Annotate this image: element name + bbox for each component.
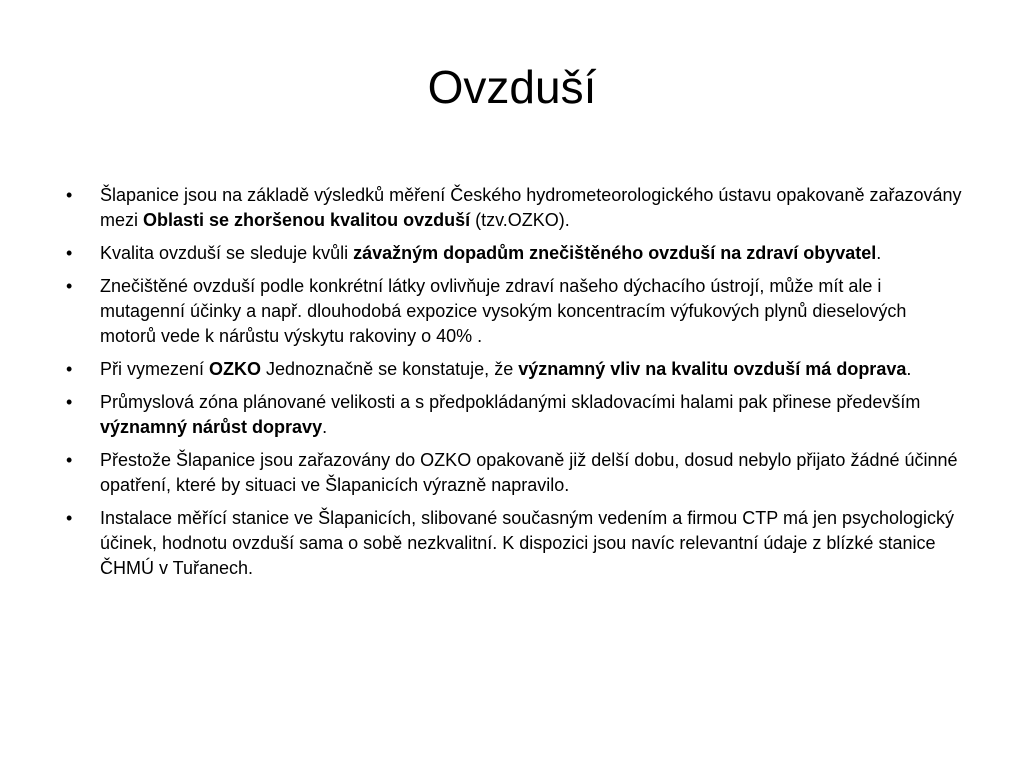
bullet-item bbox=[66, 357, 966, 382]
bullet-text bbox=[100, 276, 906, 346]
bullet-dot-icon: • bbox=[66, 243, 73, 263]
bullet-bold-run: významný vliv na kvalitu ovzduší má doprava bbox=[518, 359, 907, 379]
bullet-item bbox=[66, 183, 966, 233]
bullet-item bbox=[66, 390, 966, 440]
bullet-run: (tzv.OZKO). bbox=[470, 210, 570, 230]
bullet-item bbox=[66, 274, 966, 349]
bullet-run: . bbox=[322, 417, 328, 437]
bullet-run: Přestože Šlapanice jsou zařazovány do OZKO opakovaně již delší dobu, dosud nebylo přijato žádné účinné opatření, které by situaci ve Šlapanicích výrazně napravilo. bbox=[100, 450, 958, 495]
bullet-list bbox=[66, 183, 966, 589]
bullet-run: Kvalita ovzduší se sleduje kvůli bbox=[100, 243, 354, 263]
bullet-dot-icon: • bbox=[66, 359, 73, 379]
bullet-run: Znečištěné ovzduší podle konkrétní látky ovlivňuje zdraví našeho dýchacího ústrojí, může mít ale i mutagenní účinky a např. dlouhodobá expozice vysokým koncentracím výfukových plynů dieselových motorů vede k nárůstu výskytu rakoviny o 40% . bbox=[100, 276, 907, 346]
bullet-run: Instalace měřící stanice ve Šlapanicích, slibované současným vedením a firmou CTP má jen psychologický účinek, hodnotu ovzduší sama o sobě nezkvalitní. K dispozici jsou navíc relevantní údaje z blízké stanice ČHMÚ v Tuřanech. bbox=[100, 508, 955, 578]
bullet-bold-run: OZKO bbox=[209, 359, 262, 379]
bullet-run: Jednoznačně se konstatuje, že bbox=[261, 359, 519, 379]
bullet-text bbox=[100, 243, 881, 263]
bullet-item bbox=[66, 506, 966, 581]
bullet-text bbox=[100, 508, 954, 578]
bullet-item bbox=[66, 241, 966, 266]
bullet-text bbox=[100, 185, 962, 230]
bullet-run: Šlapanice jsou na základě výsledků měření Českého hydrometeorologického ústavu opakovaně zařazovány mezi bbox=[100, 185, 962, 230]
bullet-dot-icon: • bbox=[66, 392, 73, 412]
bullet-text bbox=[100, 392, 920, 437]
bullet-bold-run: významný nárůst dopravy bbox=[100, 417, 323, 437]
bullet-dot-icon: • bbox=[66, 276, 73, 296]
bullet-bold-run: závažným dopadům znečištěného ovzduší na zdraví obyvatel bbox=[353, 243, 877, 263]
bullet-dot-icon: • bbox=[66, 450, 73, 470]
bullet-run: Průmyslová zóna plánované velikosti a s předpokládanými skladovacími halami pak přinese především bbox=[100, 392, 921, 412]
bullet-text bbox=[100, 359, 911, 379]
bullet-dot-icon: • bbox=[66, 508, 73, 528]
bullet-text bbox=[100, 450, 958, 495]
bullet-bold-run: Oblasti se zhoršenou kvalitou ovzduší bbox=[143, 210, 471, 230]
bullet-run: Při vymezení bbox=[100, 359, 210, 379]
bullet-item bbox=[66, 448, 966, 498]
bullet-run: . bbox=[876, 243, 882, 263]
bullet-dot-icon: • bbox=[66, 185, 73, 205]
slide-title: Ovzduší bbox=[427, 61, 597, 113]
bullet-run: . bbox=[906, 359, 912, 379]
